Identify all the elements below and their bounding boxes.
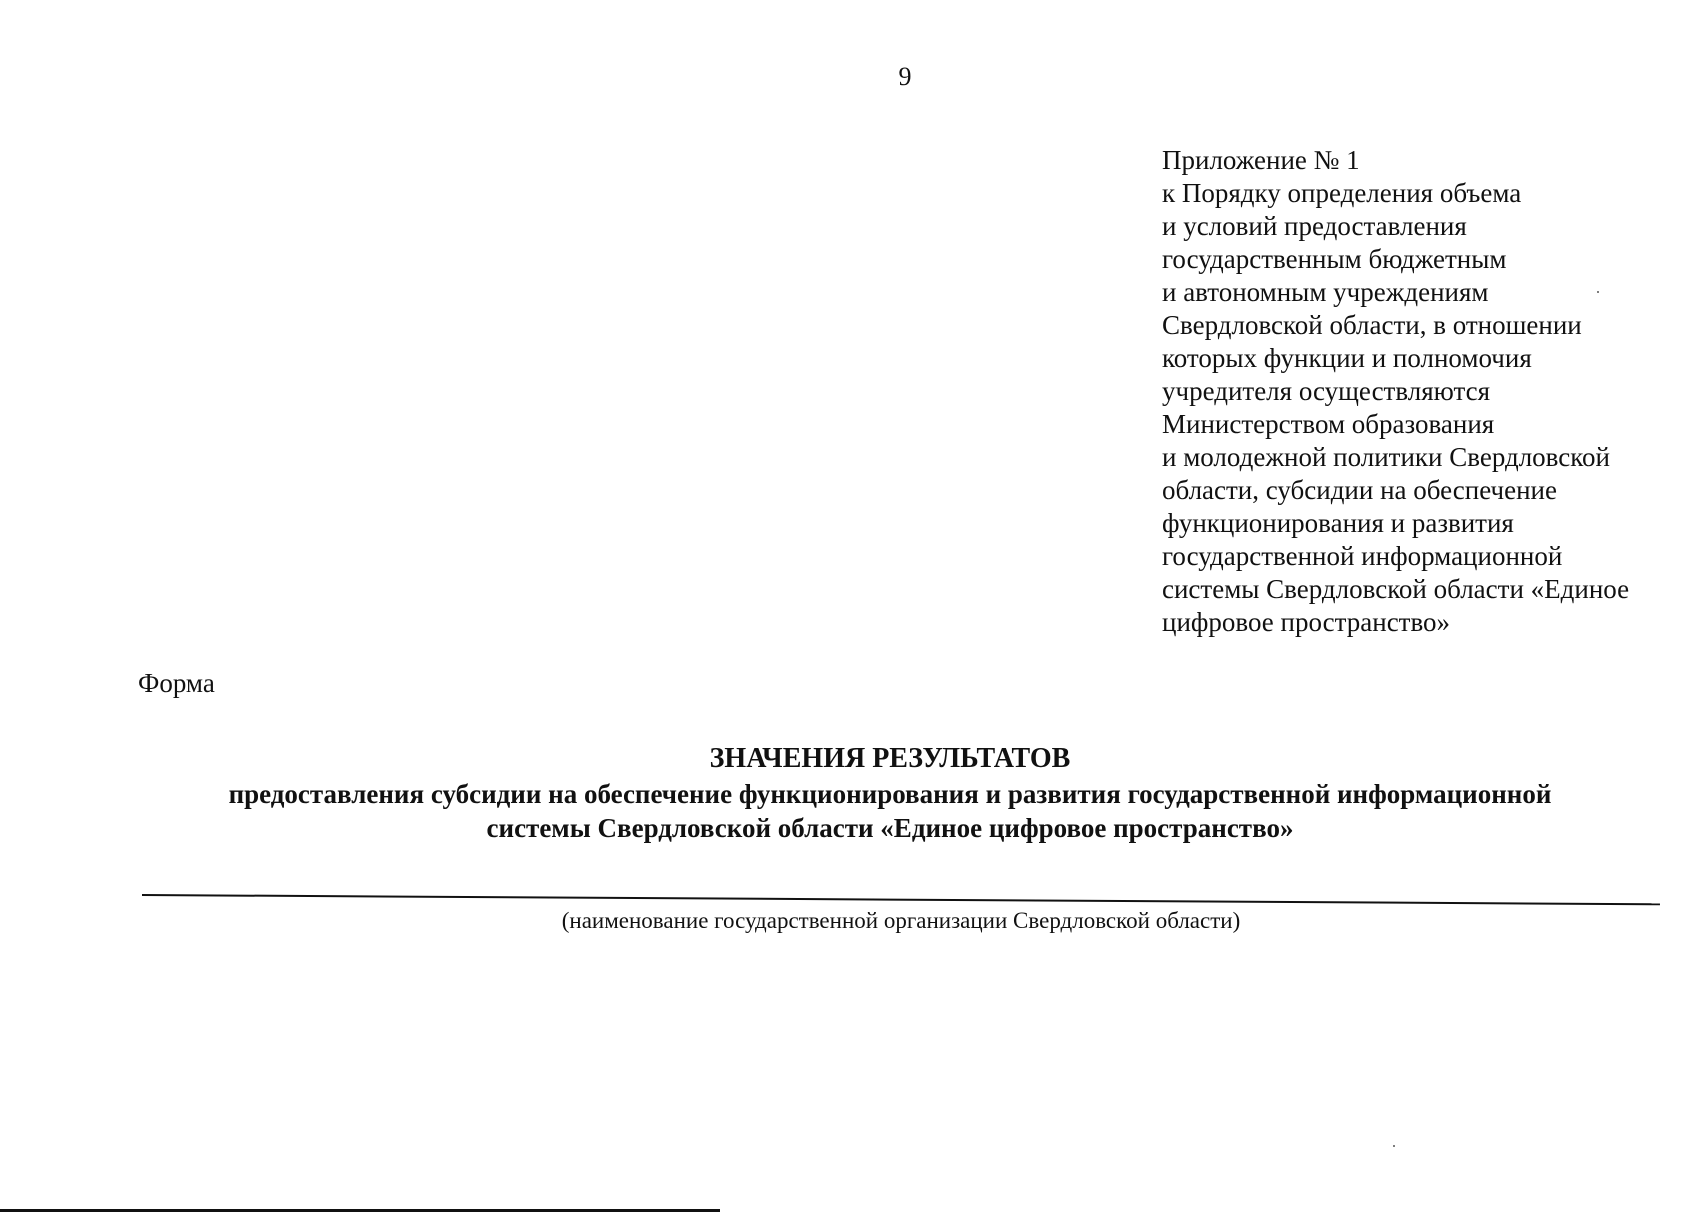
title-main: ЗНАЧЕНИЯ РЕЗУЛЬТАТОВ (709, 743, 1071, 774)
appendix-line: и автономным учреждениям (1162, 277, 1489, 307)
appendix-line: Министерством образования (1162, 409, 1495, 439)
organization-name-caption: (наименование государственной организации Свердловской области) (561, 908, 1241, 933)
appendix-line: к Порядку определения объема (1162, 178, 1522, 208)
appendix-line: функционирования и развития (1162, 508, 1514, 538)
appendix-block (1162, 144, 1682, 639)
appendix-line: которых функции и полномочия (1162, 343, 1532, 373)
scan-speck (1597, 291, 1599, 293)
appendix-line: государственной информационной (1162, 541, 1563, 571)
document-title (150, 741, 1630, 845)
organization-name-line (142, 894, 1660, 905)
appendix-line: цифровое пространство» (1162, 607, 1451, 637)
appendix-line: учредителя осуществляются (1162, 376, 1490, 406)
title-line-2: системы Свердловской области «Единое цифровое пространство» (486, 813, 1294, 843)
form-label: Форма (138, 668, 215, 698)
appendix-line: и молодежной политики Свердловской (1162, 442, 1610, 472)
appendix-line: и условий предоставления (1162, 211, 1467, 241)
title-line-1: предоставления субсидии на обеспечение функционирования и развития государственной информационной (228, 779, 1552, 809)
appendix-line: государственным бюджетным (1162, 244, 1507, 274)
page-number: 9 (898, 62, 912, 91)
appendix-line: области, субсидии на обеспечение (1162, 475, 1557, 505)
appendix-line: системы Свердловской области «Единое (1162, 574, 1630, 604)
scan-speck (1393, 1145, 1395, 1147)
appendix-line: Свердловской области, в отношении (1162, 310, 1582, 340)
appendix-line: Приложение № 1 (1162, 145, 1360, 175)
